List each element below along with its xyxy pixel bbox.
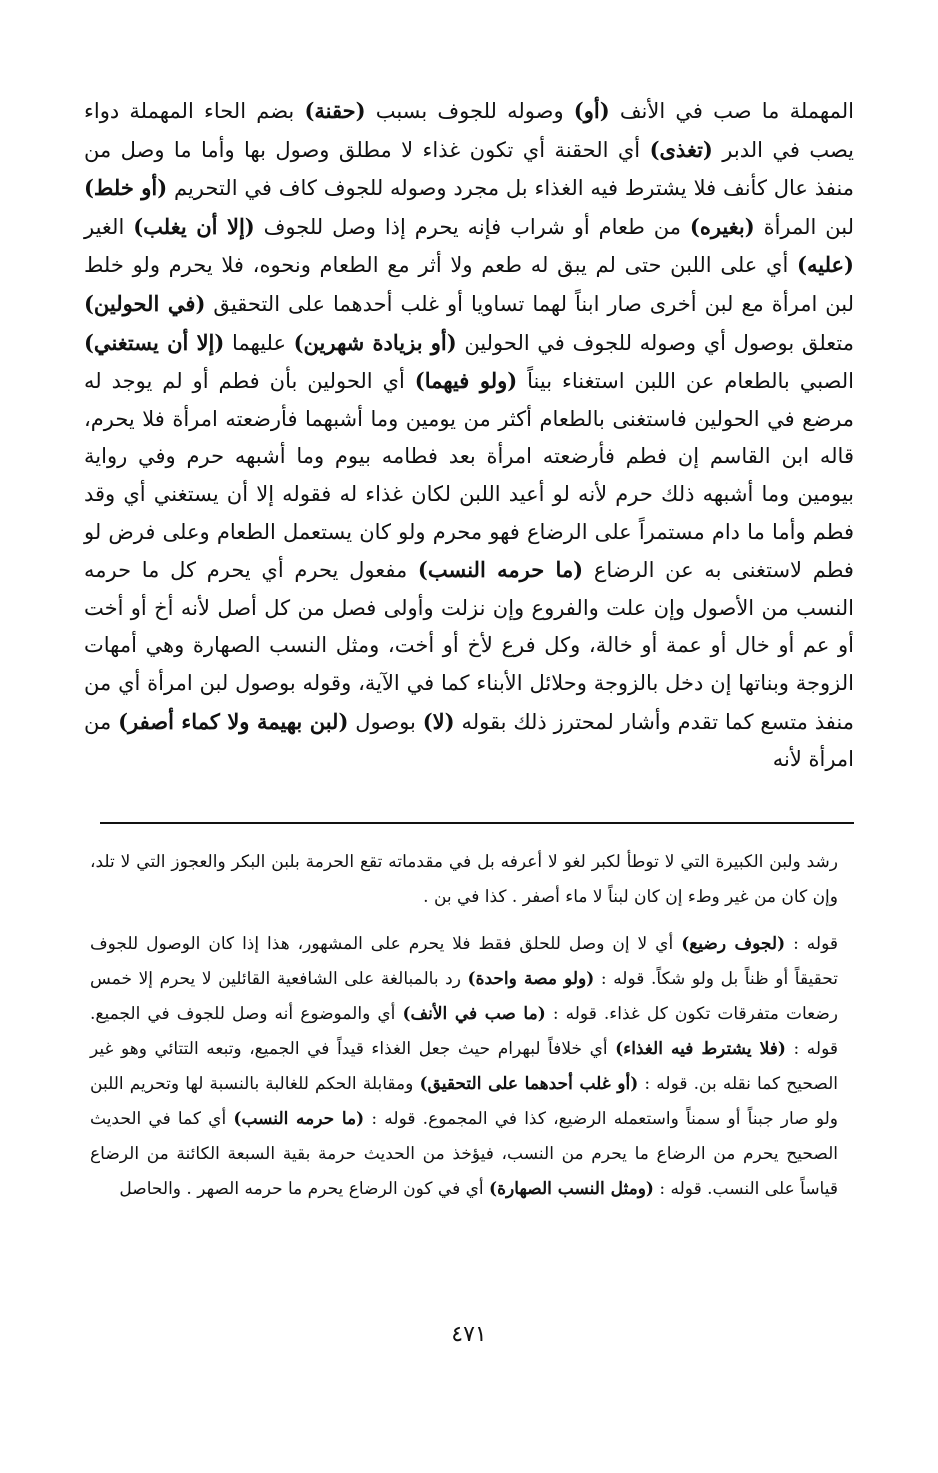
text-segment: المهملة ما صب في الأنف <box>609 99 854 123</box>
bold-matn-segment: (ولو مصة واحدة) <box>467 969 595 989</box>
text-segment: وصوله للجوف بسبب <box>365 99 574 123</box>
bold-matn-segment: (ومثل النسب الصهارة) <box>489 1179 654 1199</box>
text-segment: بوصول <box>348 709 423 734</box>
main-paragraph <box>84 92 854 779</box>
text-segment: أي الحقنة أي تكون غذاء لا مطلق وصول بها وأما ما وصل من منفذ عال كأنف فلا يشترط فيه الغذاء بل مجرد وصوله للجوف كاف في التحريم <box>84 137 854 201</box>
text-segment: رشد ولبن الكبيرة التي لا توطأ لكبر لغو لا أعرفه بل في مقدماته تقع الحرمة بلبن البكر والعجوز التي لا تلد، وإن كان من غير وطء إن كان لبناً لا ماء أصفر . كذا في بن . <box>90 852 838 907</box>
bold-matn-segment: (ولو فيهما) <box>414 368 518 394</box>
bold-matn-segment: (أو خلط) <box>84 175 168 201</box>
main-text-block <box>84 92 854 779</box>
text-segment: لبن المرأة <box>754 214 854 239</box>
text-segment: من امرأة لأنه <box>84 709 854 772</box>
text-segment: بضم الحاء المهملة دواء يصب في الدبر <box>84 99 854 162</box>
footnote-2 <box>90 927 838 1207</box>
bold-matn-segment: (في الحولين) <box>84 290 206 316</box>
bold-matn-segment: (لا) <box>422 708 455 734</box>
bold-matn-segment: (بغيره) <box>689 213 755 239</box>
text-segment: أي الحولين بأن فطم أو لم يوجد له مرضع في الحولين فاستغنى بالطعام أكثر من يومين وما أشبهما فأرضعته امرأة فلا يحرم، قاله ابن القاسم إن فطم فأرضعته امرأة بعد فطامه بيوم وما أشبهه حرم وفي رواية بيومين وما أشبهه ذلك حرم لأنه لو أعيد اللبن لكان غذاء له فقوله إلا أن يستغني أي وقد فطم وأما ما دام مستمراً على الرضاع فهو محرم ولو كان يستعمل الطعام وعلى فرض لو فطم لاستغنى به عن الرضاع <box>84 369 854 583</box>
bold-matn-segment: (أو) <box>573 98 610 123</box>
text-segment: أي خلافاً لبهرام حيث جعل الغذاء قيداً في الجميع، وتبعه التتائي وهو غير الصحيح كما نقله بن. قوله : <box>90 1039 838 1094</box>
bold-matn-segment: (ما صب في الأنف) <box>402 1004 546 1024</box>
text-segment: ومقابلة الحكم للغالبة بالنسبة لها وتحريم اللبن ولو صار جبناً أو سمناً واستعمله الرضيع، كذا في المجموع. قوله : <box>90 1074 838 1129</box>
bold-matn-segment: (تغذى) <box>649 136 713 162</box>
bold-matn-segment: (أو بزيادة شهرين) <box>293 329 457 355</box>
text-segment: الصبي بالطعام عن اللبن استغناء بيناً <box>517 369 854 394</box>
text-segment: عليهما <box>224 330 294 355</box>
bold-matn-segment: (عليه) <box>797 252 854 278</box>
text-segment: أي في كون الرضاع يحرم ما حرمه الصهر . والحاصل <box>119 1179 490 1199</box>
bold-matn-segment: (أو غلب أحدهما على التحقيق) <box>419 1074 639 1094</box>
text-segment: مفعول يحرم أي يحرم كل ما حرمه النسب من الأصول وإن علت والفروع وإن نزلت وأولى فصل من كل أصل لأنه أخ أو أخت أو عم أو خال أو عمة أو خالة، وكل فرع لأخ أو أخت، ومثل النسب الصهارة وهي أمهات الزوجة وبناتها إن دخل بالزوجة وحلائل الأبناء كما في الآية، وقوله بوصول لبن امرأة أي من منفذ متسع كما تقدم وأشار لمحترز ذلك بقوله <box>84 558 854 734</box>
footnotes-block <box>90 845 838 1207</box>
bold-matn-segment: (إلا أن يستغني) <box>84 329 225 355</box>
text-segment: الغير <box>84 214 134 239</box>
bold-matn-segment: (حقنة) <box>304 98 366 123</box>
bold-matn-segment: (ما حرمه النسب) <box>233 1109 365 1129</box>
text-segment: متعلق بوصول أي وصوله للجوف في الحولين <box>456 330 855 355</box>
text-segment: أي والموضوع أنه وصل للجوف في الجميع. قوله : <box>90 1004 839 1059</box>
bold-matn-segment: (إلا أن يغلب) <box>133 213 255 239</box>
page-content <box>84 92 854 779</box>
footnote-separator-line <box>100 822 854 824</box>
footnote-1 <box>90 845 838 915</box>
bold-matn-segment: (فلا يشترط فيه الغذاء) <box>615 1039 786 1059</box>
bold-matn-segment: (لجوف رضيع) <box>681 934 786 954</box>
bold-matn-segment: (ما حرمه النسب) <box>417 557 584 583</box>
text-segment: قوله : <box>785 934 838 954</box>
page-number: ٤٧١ <box>451 1322 487 1347</box>
footnote-gap <box>90 915 838 927</box>
text-segment: رد بالمبالغة على الشافعية القائلين لا يحرم إلا خمس رضعات متفرقات تكون كل غذاء. قوله : <box>90 969 838 1024</box>
bold-matn-segment: (لبن بهيمة ولا كماء أصفر) <box>118 708 349 734</box>
text-segment: أي كما في الحديث الصحيح يحرم من الرضاع ما يحرم من النسب، فيؤخذ من الحديث حرمة بقية السبعة الكائنة من الرضاع قياساً على النسب. قوله : <box>90 1109 838 1199</box>
text-segment: أي على اللبن حتى لم يبق له طعم ولا أثر مع الطعام ونحوه، فلا يحرم ولو خلط لبن امرأة مع لبن أخرى صار ابناً لهما تساويا أو غلب أحدهما على التحقيق <box>84 253 855 316</box>
text-segment: أي لا إن وصل للحلق فقط فلا يحرم على المشهور، هذا إذا كان الوصول للجوف تحقيقاً أو ظناً بل ولو شكاً. قوله : <box>90 934 838 989</box>
text-segment: من طعام أو شراب فإنه يحرم إذا وصل للجوف <box>254 214 690 239</box>
